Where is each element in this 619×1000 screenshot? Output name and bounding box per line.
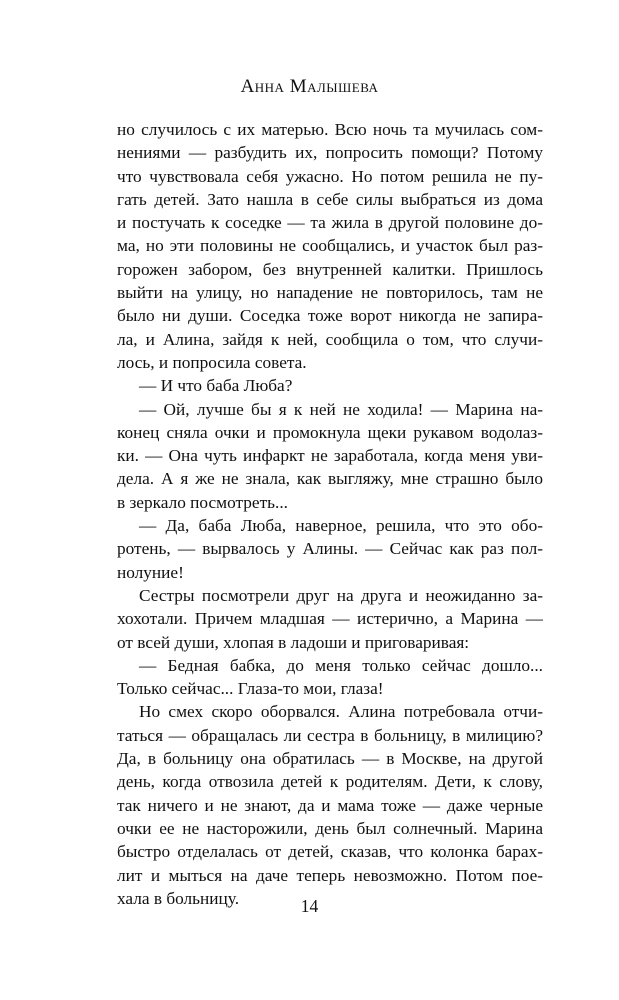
text-line: но случилось с их матерью. Всю ночь та мучилась сом- [117,120,543,139]
text-line: лит и мыться на даче теперь невозможно. Потом пое- [117,865,543,885]
text-line: очки ее не насторожили, день был солнечный. Марина [117,818,543,838]
text-line: — И что баба Люба? [139,376,293,396]
text-line: быстро отделалась от детей, сказав, что колонка барах- [117,842,543,862]
text-line: Только сейчас... Глаза-то мои, глаза! [117,679,384,699]
text-line: лось, и попросила совета. [117,352,307,372]
text-line: что чувствовала себя ужасно. Но потом решила не пу- [117,166,543,186]
text-line: — Да, баба Люба, наверное, решила, что это обо- [139,516,543,536]
page-number: 14 [300,896,319,916]
text-line: Да, в больницу она обратилась — в Москве, на другой [117,749,543,769]
text-line: гать детей. Зато нашла в себе силы выбраться из дома [117,189,543,209]
text-line: нолуние! [117,562,184,582]
text-line: хала в больницу. [117,888,240,908]
text-line: Сестры посмотрели друг на друга и неожиданно за- [139,585,543,605]
text-line: таться — обращалась ли сестра в больницу, в милицию? [117,725,543,745]
text-line: в зеркало посмотреть... [117,492,288,512]
text-line: так ничего и не знают, да и мама тоже — даже черные [117,795,543,815]
text-line: хохотали. Причем младшая — истерично, а Марина — [117,609,543,629]
text-line: ла, и Алина, зайдя к ней, сообщила о том, что случи- [117,329,543,349]
text-line: дела. А я же не знала, как выгляжу, мне страшно было [117,469,543,489]
text-line: и постучать к соседке — та жила в другой половине до- [117,213,543,233]
running-head: Анна Малышева [240,76,379,97]
body-text [117,118,543,910]
text-line: было ни души. Соседка тоже ворот никогда не запира- [117,306,543,326]
text-line: от всей души, хлопая в ладоши и приговаривая: [117,632,470,652]
text-line: ки. — Она чуть инфаркт не заработала, когда меня уви- [117,446,543,466]
text-line: — Ой, лучше бы я к ней не ходила! — Марина на- [139,399,543,419]
text-line: конец сняла очки и промокнула щеки рукавом водолаз- [117,422,543,442]
text-line: Но смех скоро оборвался. Алина потребовала отчи- [139,702,543,722]
text-line: ма, но эти половины не сообщались, и участок был раз- [117,236,543,256]
text-line: день, когда отвозила детей к родителям. Дети, к слову, [117,772,543,792]
text-line: нениями — разбудить их, попросить помощи? Потому [117,143,543,163]
text-line: выйти на улицу, но нападение не повторилось, там не [117,283,543,303]
text-line: — Бедная бабка, до меня только сейчас дошло... [139,655,543,675]
text-line: ротень, — вырвалось у Алины. — Сейчас как раз пол- [117,539,543,559]
text-line: горожен забором, без внутренней калитки. Пришлось [117,259,543,279]
